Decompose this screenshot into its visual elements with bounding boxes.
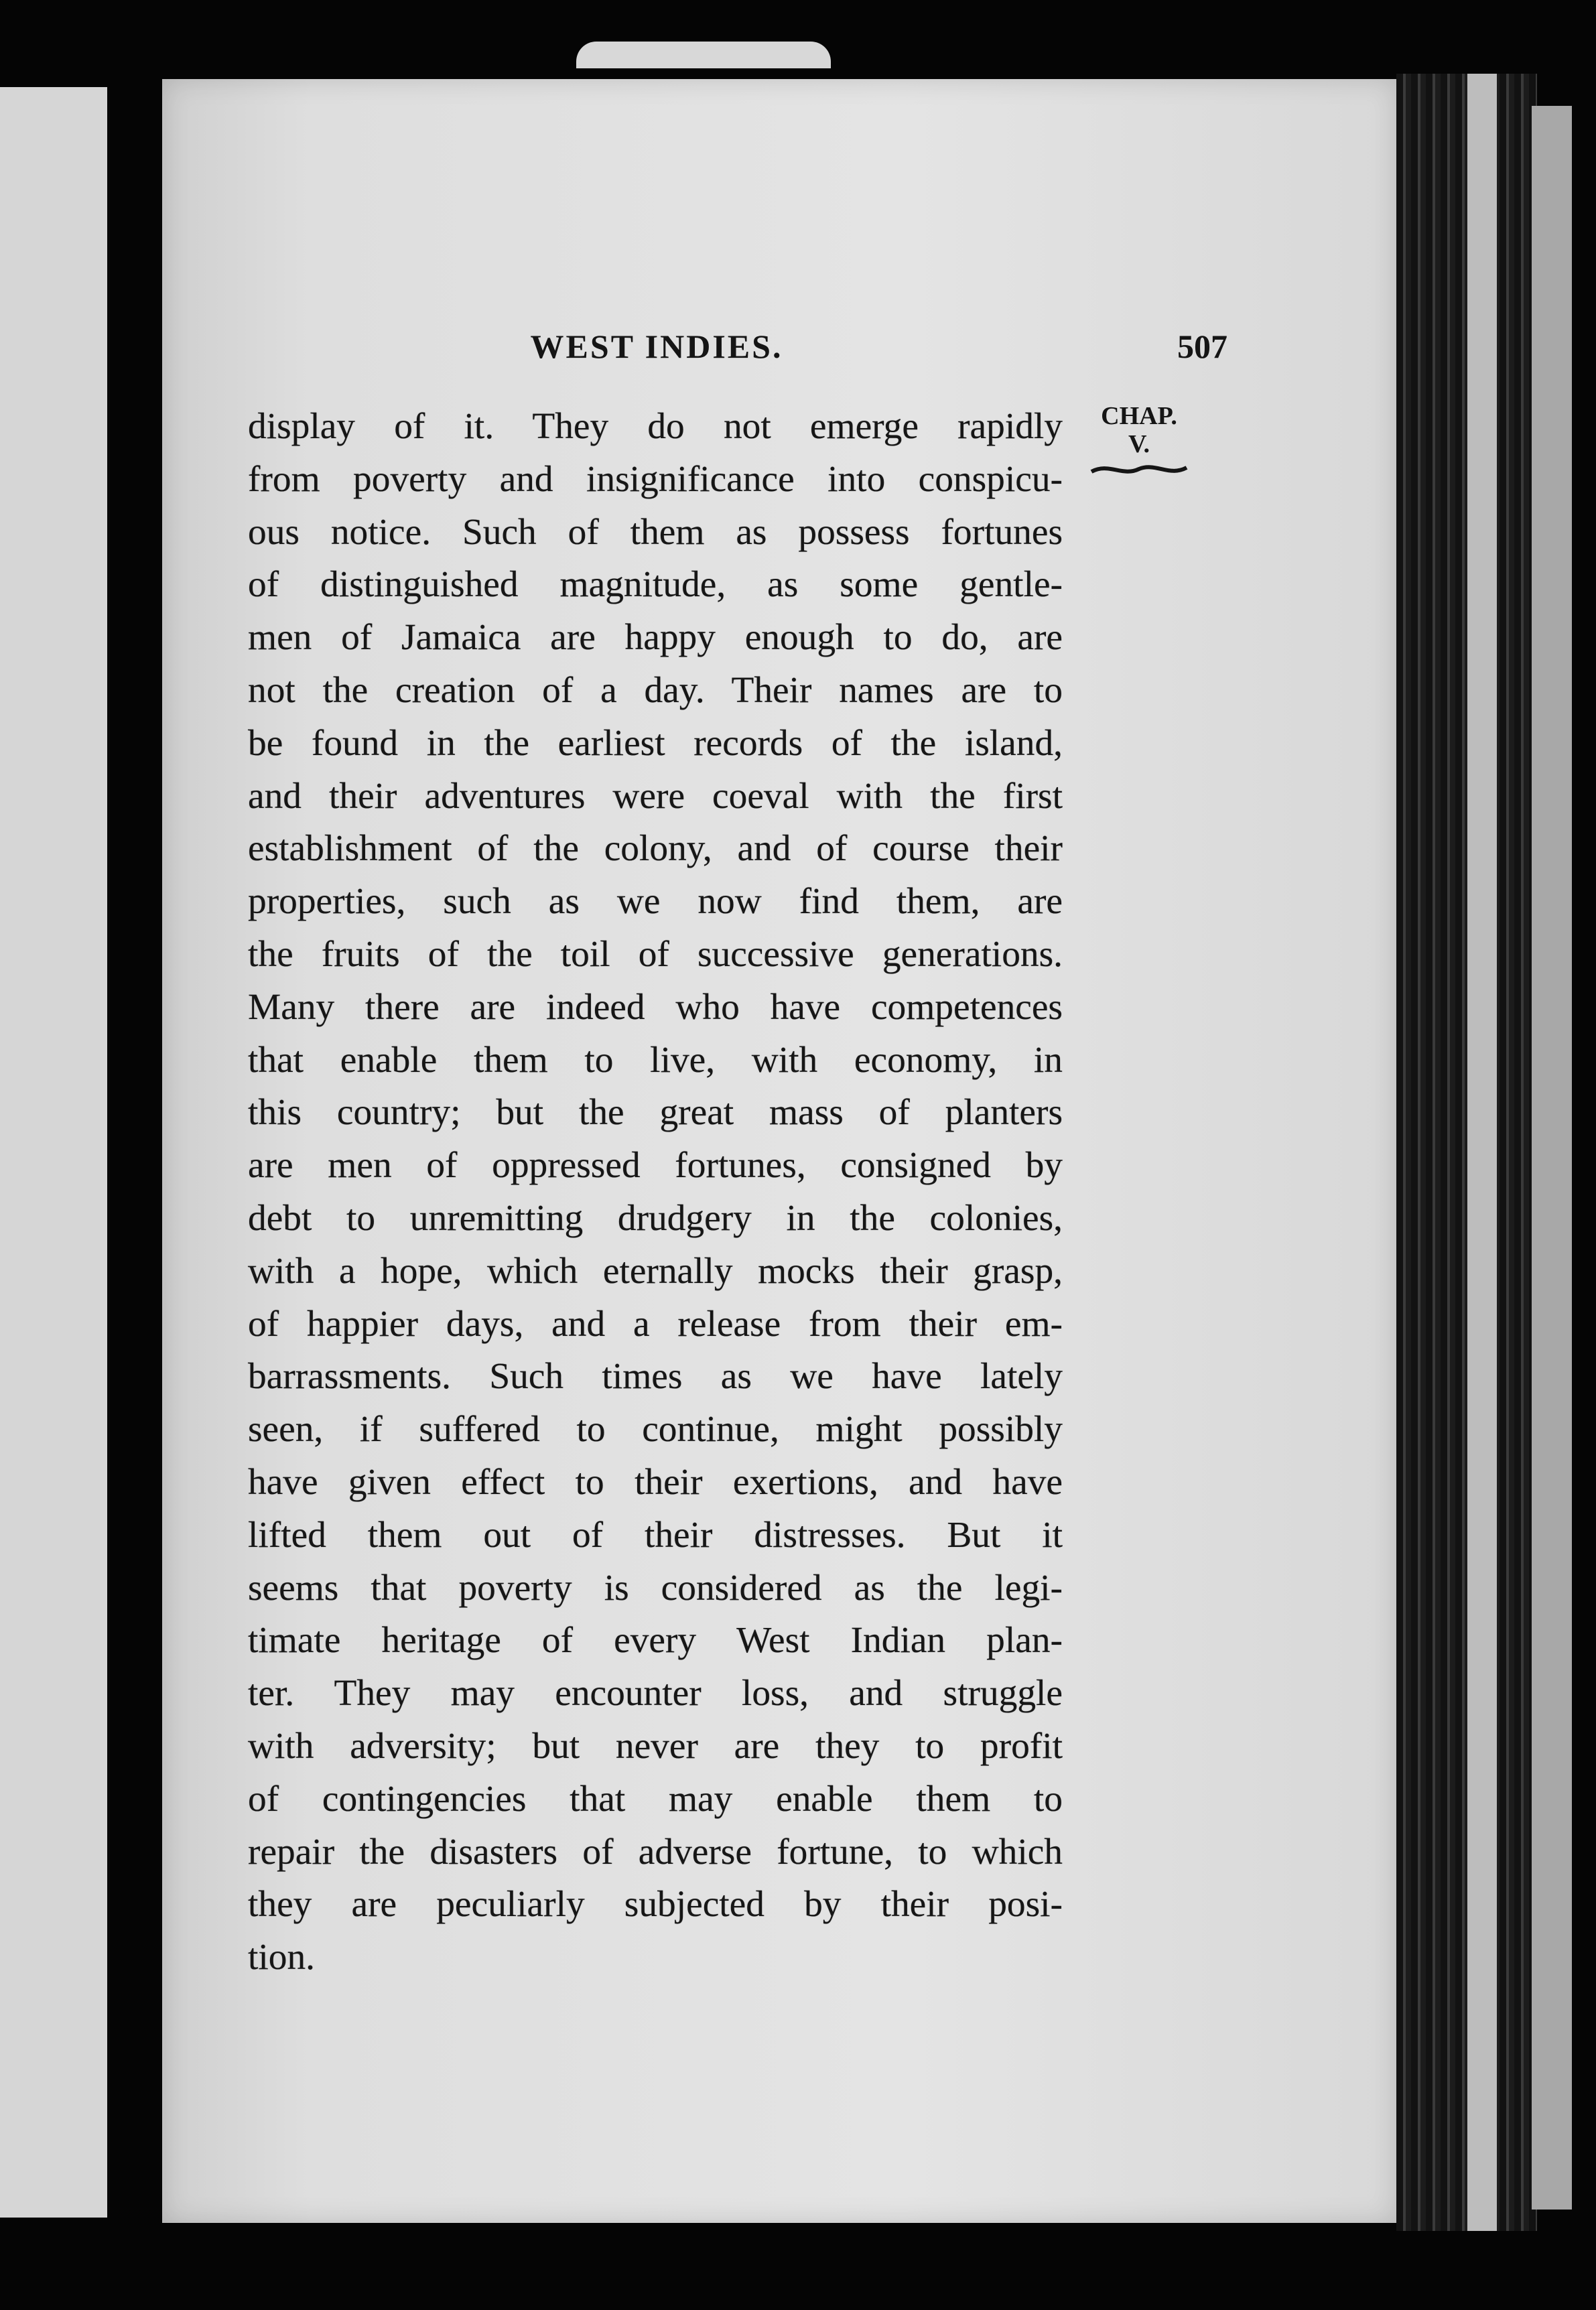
text-line: display of it. They do not emerge rapidly — [248, 405, 1063, 446]
text-line: properties, such as we now find them, are — [248, 880, 1063, 922]
page-top-tab — [576, 42, 831, 68]
ornament-swash-icon — [1089, 462, 1189, 477]
text-line: lifted them out of their distresses. But it — [248, 1513, 1063, 1555]
running-head: WEST INDIES. — [530, 328, 783, 365]
text-line: of distinguished magnitude, as some gentle- — [248, 563, 1063, 605]
text-line: they are peculiarly subjected by their posi- — [248, 1883, 1063, 1925]
text-line: with a hope, which eternally mocks their grasp, — [248, 1249, 1063, 1291]
text-line: with adversity; but never are they to profit — [248, 1724, 1063, 1766]
text-line: Many there are indeed who have competences — [248, 986, 1063, 1027]
page-edges — [1396, 74, 1537, 2231]
page-edge-strip — [1467, 74, 1497, 2231]
text-line: men of Jamaica are happy enough to do, are — [248, 616, 1063, 658]
text-line: of happier days, and a release from their em- — [248, 1302, 1063, 1344]
text-line: debt to unremitting drudgery in the colonies, — [248, 1197, 1063, 1238]
chapter-margin-note — [1085, 402, 1193, 477]
text-line: and their adventures were coeval with the first — [248, 774, 1063, 816]
page-number: 507 — [1177, 328, 1227, 365]
text-line: tion. — [248, 1936, 316, 1978]
text-line: of contingencies that may enable them to — [248, 1777, 1063, 1819]
text-line: that enable them to live, with economy, in — [248, 1038, 1063, 1080]
text-line: timate heritage of every West Indian plan- — [248, 1619, 1063, 1661]
body-text — [248, 400, 1063, 1984]
chapter-label: CHAP. — [1101, 402, 1177, 430]
chapter-number: V. — [1128, 430, 1150, 458]
text-line: be found in the earliest records of the island, — [248, 722, 1063, 763]
text-line: seen, if suffered to continue, might possibly — [248, 1408, 1063, 1450]
text-line: repair the disasters of adverse fortune, to which — [248, 1830, 1063, 1872]
previous-page-edge — [0, 87, 107, 2218]
text-line: establishment of the colony, and of course their — [248, 827, 1063, 869]
text-line: barrassments. Such times as we have lately — [248, 1355, 1063, 1397]
text-line: not the creation of a day. Their names are to — [248, 669, 1063, 710]
cover-edge-strip — [1532, 106, 1572, 2210]
text-line: have given effect to their exertions, and have — [248, 1460, 1063, 1502]
text-line: this country; but the great mass of planters — [248, 1091, 1063, 1133]
text-line: seems that poverty is considered as the legi- — [248, 1566, 1063, 1608]
text-line: the fruits of the toil of successive generations. — [248, 933, 1063, 974]
text-line: ter. They may encounter loss, and struggle — [248, 1672, 1063, 1714]
text-line: from poverty and insignificance into conspicu- — [248, 458, 1063, 499]
text-line: ous notice. Such of them as possess fortunes — [248, 511, 1063, 552]
text-line: are men of oppressed fortunes, consigned by — [248, 1144, 1063, 1186]
